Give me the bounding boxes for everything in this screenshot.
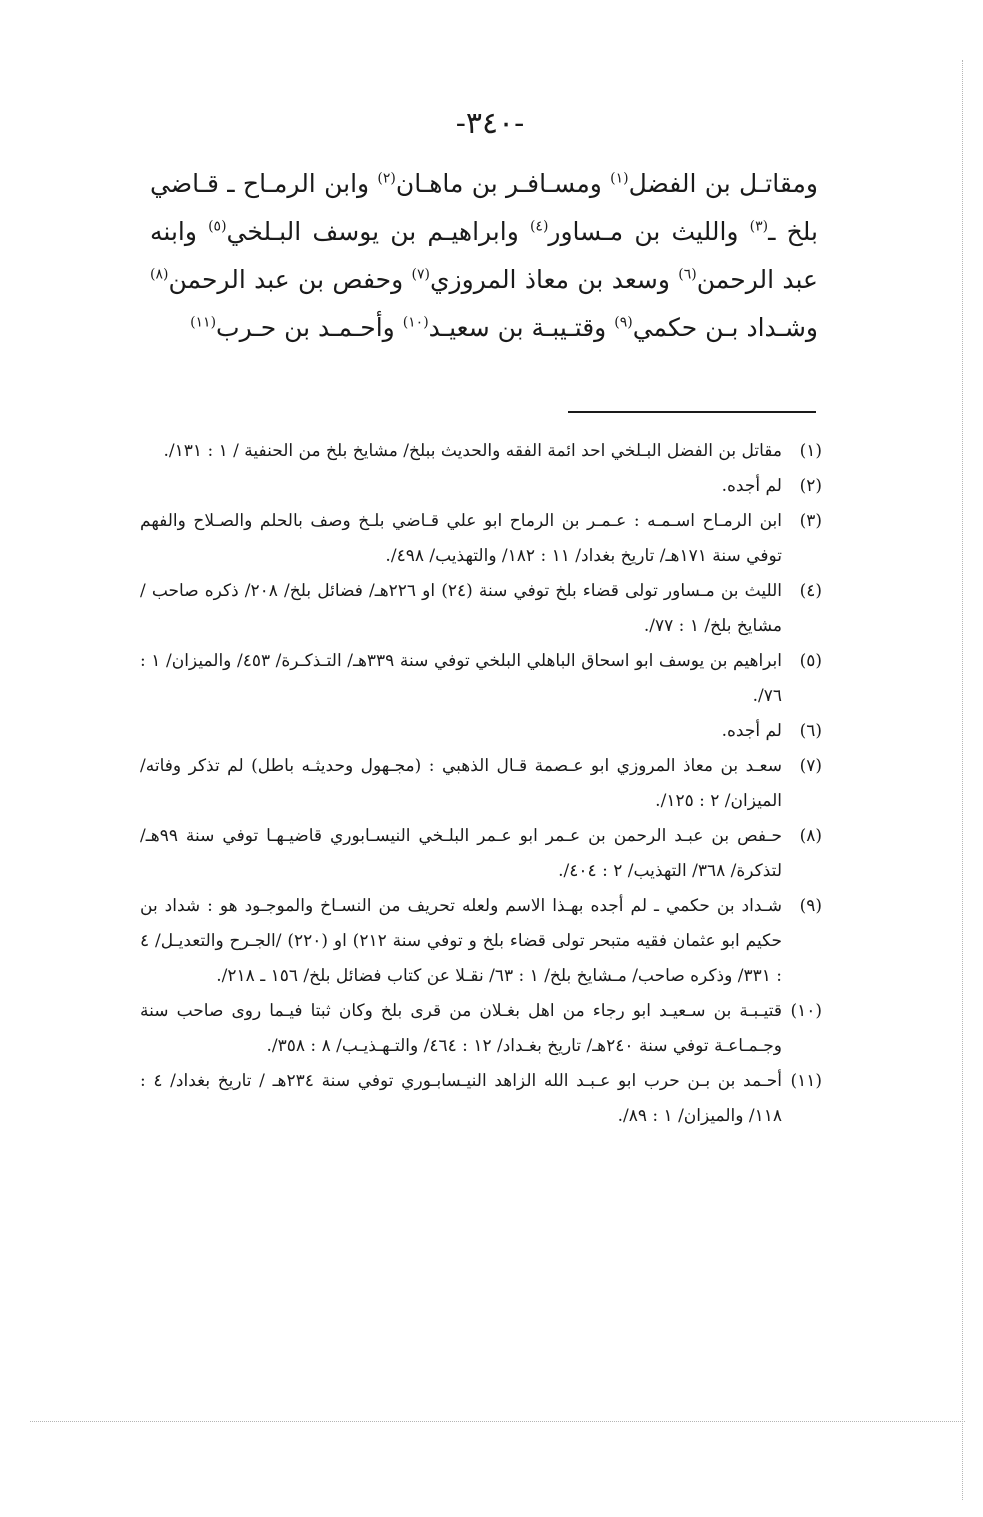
footnote-10	[140, 994, 822, 1064]
footnotes	[140, 434, 822, 1134]
main-segment-11: وأحـمـد بن حـرب$^{(١١)}$	[190, 313, 403, 342]
footnote-ref: (١١)	[190, 314, 217, 331]
footnote-8	[140, 819, 822, 889]
main-segment-3: وابن الرمـاح ـ قـاضي بلخ ـ$^{(٣)}$	[150, 169, 818, 246]
footnote-text: حـفص بن عبـد الرحمن بن عـمر ابو عـمر البلـخي النيسـابوري قاضيـهـا توفي سنة ٩٩هـ/ لتذكرة/ ٣٦٨/ التهذيب/ ٢ : ٤٠٤/.	[140, 826, 782, 881]
main-segment-5: وابراهيـم بن يوسف البـلخي$^{(٥)}$	[208, 217, 530, 246]
footnote-ref: (٩)	[614, 314, 633, 331]
footnote-ref: (٦)	[678, 266, 697, 283]
footnote-text: لم أجده.	[721, 721, 782, 741]
main-text	[150, 160, 818, 352]
footnote-number: (٢)	[799, 476, 822, 496]
footnote-4	[140, 574, 822, 644]
footnote-ref: (١)	[610, 170, 629, 187]
main-segment-7: وسعد بن معاذ المروزي$^{(٧)}$	[411, 265, 679, 294]
footnote-text: ابن الرمـاح اسـمـه : عـمـر بن الرماح ابو علي قـاضي بلـخ وصف بالحلم والصـلاح والفهم توفي سنة ١٧١هـ/ تاريخ بغداد/ ١١ : ١٨٢/ والتهذيب/ ٤٩٨/.	[140, 511, 782, 566]
footnote-text: لم أجده.	[721, 476, 782, 496]
main-segment-9: وشـداد بـن حكمي$^{(٩)}$	[614, 313, 818, 342]
footnote-ref: (٢)	[377, 170, 396, 187]
main-segment-8: وحفص بن عبد الرحمن$^{(٨)}$	[150, 265, 412, 294]
page-edge-right	[962, 60, 963, 1500]
footnote-separator	[568, 411, 816, 413]
footnote-text: قتيـبـة بن سـعيـد ابو رجاء من اهل بغـلان من قرى بلخ وكان ثبتا فيـما روى صاحب سنة وجـمـاعـة توفي سنة ٢٤٠هـ/ تاريخ بغـداد/ ١٢ : ٤٦٤/ والتـهـذيـب/ ٨ : ٣٥٨/.	[140, 1001, 782, 1056]
footnote-number: (١١)	[790, 1071, 822, 1091]
main-segment-10: وقتـيبـة بن سعيـد$^{(١٠)}$	[402, 313, 615, 342]
footnote-text: الليث بن مـساور تولى قضاء بلخ توفي سنة (٢٤) او ٢٢٦هـ/ فضائل بلخ/ ٢٠٨/ ذكره صاحب / مشايخ بلخ/ ١ : ٧٧/.	[140, 581, 782, 636]
footnote-number: (٥)	[799, 651, 822, 671]
footnote-ref: (٧)	[411, 266, 430, 283]
footnote-6	[140, 714, 822, 749]
footnote-number: (١٠)	[790, 1001, 822, 1021]
footnote-number: (١)	[799, 441, 822, 461]
footnote-5	[140, 644, 822, 714]
footnote-number: (٧)	[799, 756, 822, 776]
footnote-text: ابراهيم بن يوسف ابو اسحاق الباهلي البلخي توفي سنة ٣٣٩هـ/ التـذكـرة/ ٤٥٣/ والميزان/ ١ : ٧٦/.	[140, 651, 782, 706]
footnote-ref: (٨)	[150, 266, 169, 283]
main-segment-2: ومسـافـر بن ماهـان$^{(٢)}$	[377, 169, 611, 198]
footnote-number: (٣)	[799, 511, 822, 531]
page-edge-bottom	[30, 1421, 965, 1422]
footnote-ref: (٣)	[749, 218, 769, 235]
footnote-3	[140, 504, 822, 574]
footnote-text: سعـد بن معاذ المروزي ابو عـصمة قـال الذهبي : (مجـهول وحديثـه باطل) لم تذكر وفاته/ الميزان/ ٢ : ١٢٥/.	[140, 756, 782, 811]
footnote-ref: (٤)	[529, 218, 549, 235]
footnote-ref: (١٠)	[402, 314, 429, 331]
footnote-ref: (٥)	[208, 218, 227, 235]
footnote-number: (٨)	[799, 826, 822, 846]
main-segment-6: وابنه عبد الرحمن$^{(٦)}$	[150, 217, 818, 294]
footnote-9	[140, 889, 822, 994]
footnote-number: (٤)	[799, 581, 822, 601]
main-segment-4: والليث بن مـساور$^{(٤)}$	[529, 217, 750, 246]
footnote-11	[140, 1064, 822, 1134]
footnote-2	[140, 469, 822, 504]
footnote-1	[140, 434, 822, 469]
page-number: -٣٤٠-	[455, 106, 525, 141]
footnote-text: أحـمد بن بـن حرب ابو عـبـد الله الزاهد النيـسابـوري توفي سنة ٢٣٤هـ / تاريخ بغداد/ ٤ : ١١٨/ والميزان/ ١ : ٨٩/.	[140, 1071, 782, 1126]
footnote-number: (٦)	[799, 721, 822, 741]
main-segment-1: ومقاتـل بن الفضل$^{(١)}$	[610, 169, 818, 198]
footnote-text: مقاتل بن الفضل البـلخي احد ائمة الفقه والحديث ببلخ/ مشايخ بلخ من الحنفية / ١ : ١٣١/.	[163, 441, 782, 461]
footnote-text: شـداد بن حكمي ـ لم أجده بهـذا الاسم ولعله تحريف من النسـاخ والموجـود هو : شداد بن حكيم ابو عثمان فقيه متبحر تولى قضاء بلخ و توفي سنة ٢١٢) او (٢٢٠) /الجـرح والتعديـل/ ٤ : ٣٣١/ وذكره صاحب/ مـشايخ بلخ/ ١ : ٦٣/ نقـلا عن كتاب فضائل بلخ/ ١٥٦ ـ ٢١٨/.	[140, 896, 782, 986]
footnote-number: (٩)	[799, 896, 822, 916]
footnote-7	[140, 749, 822, 819]
